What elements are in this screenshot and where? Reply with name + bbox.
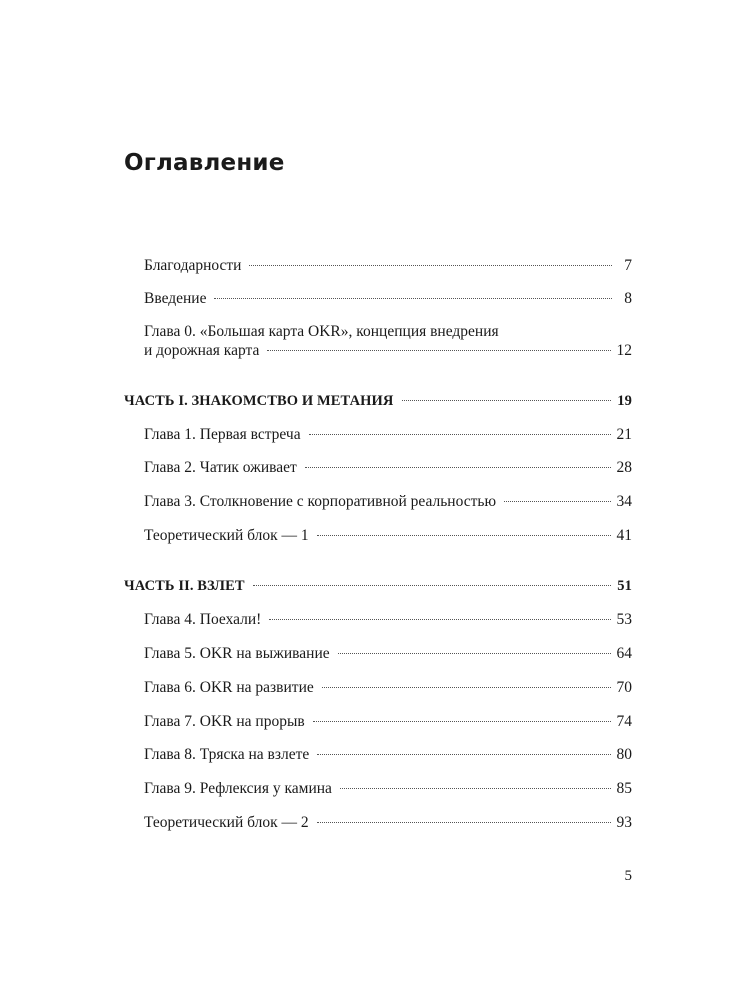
dot-leader: [340, 788, 611, 789]
toc-page-number: 19: [617, 393, 632, 409]
toc-entry-label: Введение: [144, 290, 207, 307]
toc-page-number: 70: [616, 679, 632, 696]
toc-entry-chapter-2: [144, 458, 632, 478]
toc-entry-label: Глава 5. OKR на выживание: [144, 645, 330, 662]
toc-part-1: [124, 391, 632, 411]
toc-entry-chapter-4: [144, 610, 632, 630]
dot-leader: [269, 619, 610, 620]
toc-entry-label: Глава 3. Столкновение с корпоративной реальностью: [144, 493, 497, 510]
toc-entry-label: Благодарности: [144, 257, 242, 274]
dot-leader: [322, 687, 611, 688]
toc-page-number: 80: [616, 746, 632, 763]
toc-page-number: 28: [616, 459, 632, 476]
toc-page-number: 64: [616, 645, 632, 662]
toc-entry-label: и дорожная карта: [144, 342, 260, 359]
toc-part-label: ЧАСТЬ II. ВЗЛЕТ: [124, 578, 245, 594]
toc-page-number: 74: [616, 713, 632, 730]
toc-entry-theory-block-1: [144, 526, 632, 546]
toc-page-number: 7: [624, 257, 632, 274]
toc-entry-label-line1: Глава 0. «Большая карта OKR», концепция внедрения: [144, 323, 499, 340]
toc-entry-chapter-6: [144, 678, 632, 698]
dot-leader: [249, 265, 612, 266]
toc-entry-chapter-0: [144, 341, 632, 361]
dot-leader: [338, 653, 611, 654]
toc-entry-chapter-9: [144, 779, 632, 799]
toc-entry-label: Теоретический блок — 2: [144, 814, 309, 831]
toc-entry-chapter-5: [144, 644, 632, 664]
dot-leader: [267, 350, 610, 351]
toc-entry-chapter-1: [144, 425, 632, 445]
dot-leader: [317, 822, 611, 823]
toc-page-number: 41: [616, 527, 632, 544]
page-number: 5: [624, 868, 632, 884]
toc-entry-label: Глава 9. Рефлексия у камина: [144, 780, 332, 797]
dot-leader: [253, 585, 612, 586]
toc-page-number: 51: [617, 578, 632, 594]
dot-leader: [214, 298, 612, 299]
toc-page-number: 8: [624, 290, 632, 307]
toc-page-number: 21: [616, 426, 632, 443]
toc-page-number: 85: [616, 780, 632, 797]
dot-leader: [317, 754, 610, 755]
toc-entry-chapter-8: [144, 745, 632, 765]
toc-entry-acknowledgements: [144, 256, 632, 276]
dot-leader: [309, 434, 611, 435]
page-title: Оглавление: [124, 150, 285, 176]
toc-page-number: 53: [616, 611, 632, 628]
dot-leader: [313, 721, 611, 722]
toc-entry-introduction: [144, 289, 632, 309]
dot-leader: [305, 467, 611, 468]
toc-page-number: 93: [616, 814, 632, 831]
toc-entry-label: Глава 8. Тряска на взлете: [144, 746, 310, 763]
toc-part-2: [124, 576, 632, 596]
toc-entry-label: Глава 2. Чатик оживает: [144, 459, 297, 476]
toc-entry-label: Глава 1. Первая встреча: [144, 426, 301, 443]
toc-entry-chapter-7: [144, 712, 632, 732]
toc-entry-label: Глава 4. Поехали!: [144, 611, 262, 628]
toc-entry-theory-block-2: [144, 813, 632, 833]
toc-page-number: 34: [616, 493, 632, 510]
toc-page-number: 12: [616, 342, 632, 359]
toc-entry-label: Глава 6. OKR на развитие: [144, 679, 314, 696]
dot-leader: [504, 501, 610, 502]
toc-part-label: ЧАСТЬ I. ЗНАКОМСТВО И МЕТАНИЯ: [124, 393, 394, 409]
dot-leader: [317, 535, 611, 536]
toc-entry-label: Глава 7. OKR на прорыв: [144, 713, 305, 730]
dot-leader: [402, 400, 612, 401]
toc-entry-chapter-3: [144, 492, 632, 512]
toc-entry-label: Теоретический блок — 1: [144, 527, 309, 544]
